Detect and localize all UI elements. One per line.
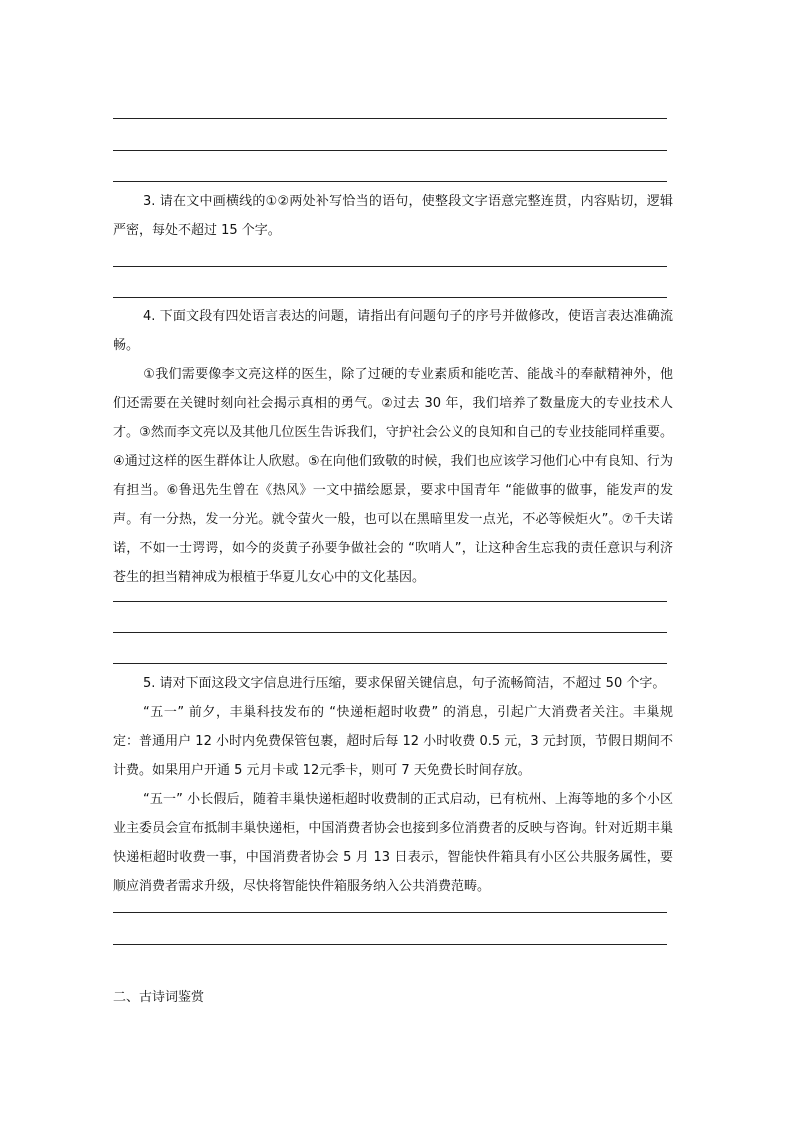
- question-4-passage-text: ①我们需要像李文亮这样的医生，除了过硬的专业素质和能吃苦、能战斗的奉献精神外，他们还需要在关键时刻向社会揭示真相的勇气。②过去 30 年，我们培养了数量庞大的专业技术人才。③然而李文亮以及其他几位医生告诉我们，守护社会公义的良知和自己的专业技能同样重要。④通过这样的医生群体让人欣慰。⑤在向他们致敬的时候，我们也应该学习他们心中有良知、行为有担当。⑥鲁迅先生曾在《热风》一文中描绘愿景，要求中国青年 “能做事的做事，能发声的发声。有一分热，发一分光。就令萤火一般，也可以在黑暗里发一点光，不必等候炬火”。⑦千夫诺诺，不如一士谔谔，如今的炎黄子孙要争做社会的 “吹哨人”，让这种舍生忘我的责任意识与利济苍生的担当精神成为根植于华夏儿女心中的文化基因。: [113, 367, 673, 585]
- question-5-paragraph-2-text: “五一” 小长假后，随着丰巢快递柜超时收费制的正式启动，已有杭州、上海等地的多个小区业主委员会宣布抵制丰巢快递柜，中国消费者协会也接到多位消费者的反映与咨询。针对近期丰巢快递柜超时收费一事，中国消费者协会 5 月 13 日表示，智能快件箱具有小区公共服务属性，要顺应消费者需求升级，尽快将智能快件箱服务纳入公共消费范畴。: [113, 792, 673, 894]
- answer-line: [113, 601, 667, 602]
- answer-line: [113, 297, 667, 298]
- question-5-paragraph-2: [113, 785, 673, 901]
- question-3: [113, 187, 673, 245]
- answer-line: [113, 944, 667, 945]
- section-heading: 二、古诗词鉴赏: [113, 990, 205, 1005]
- question-5-paragraph-1-text: “五一” 前夕，丰巢科技发布的 “快递柜超时收费” 的消息，引起广大消费者关注。丰巢规定：普通用户 12 小时内免费保管包裹，超时后每 12 小时收费 0.5 元，3 元封顶，节假日期间不计费。如果用户开通 5 元月卡或 12元季卡，则可 7 天免费长时间存放。: [113, 705, 673, 778]
- answer-line: [113, 632, 667, 633]
- answer-line: [113, 181, 667, 182]
- answer-line: [113, 912, 667, 913]
- question-4-stem: [113, 302, 673, 360]
- question-4-stem-text: 4. 下面文段有四处语言表达的问题，请指出有问题句子的序号并做修改，使语言表达准确流畅。: [113, 309, 673, 353]
- answer-line: [113, 118, 667, 119]
- answer-line: [113, 150, 667, 151]
- answer-line: [113, 266, 667, 267]
- question-4-passage: [113, 360, 673, 592]
- answer-line: [113, 663, 667, 664]
- question-5-paragraph-1: [113, 698, 673, 785]
- question-3-text: 3. 请在文中画横线的①②两处补写恰当的语句，使整段文字语意完整连贯，内容贴切，逻辑严密，每处不超过 15 个字。: [113, 194, 673, 238]
- question-5-stem-text: 5. 请对下面这段文字信息进行压缩，要求保留关键信息，句子流畅简洁，不超过 50 个字。: [143, 676, 666, 691]
- question-5-stem: [113, 669, 673, 698]
